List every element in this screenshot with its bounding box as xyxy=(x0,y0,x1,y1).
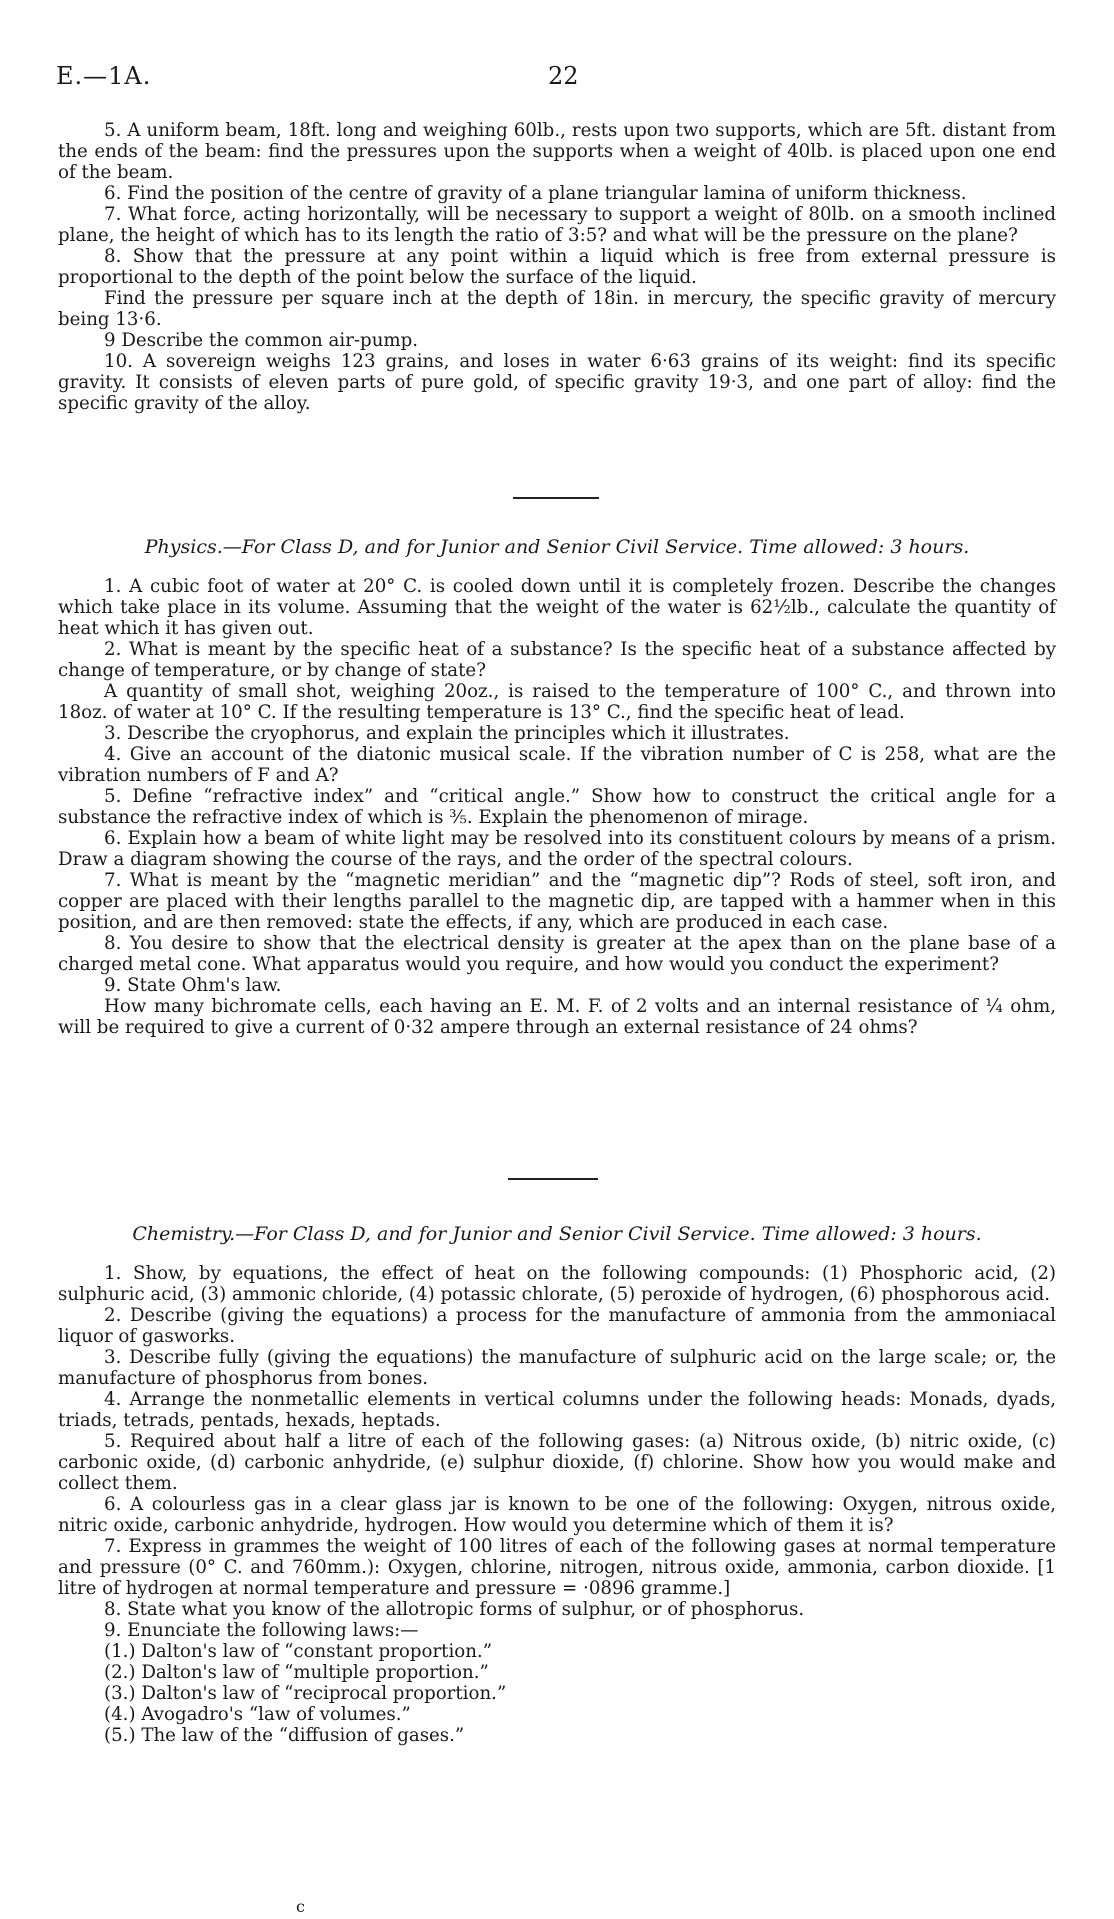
question: 7. What is meant by the “magnetic meridian” and the “magnetic dip”? Rods of steel, soft iron, and copper are placed with their lengths parallel to the magnetic dip, are tapped with a hammer when in this position, and are then removed: state the effects, if any, which are produced in each case. xyxy=(58,870,1056,933)
section-divider xyxy=(508,1178,598,1180)
page-number: 22 xyxy=(548,62,579,90)
question: 8. State what you know of the allotropic forms of sulphur, or of phosphorus. xyxy=(104,1599,805,1620)
question: 6. Find the position of the centre of gravity of a plane triangular lamina of uniform thickness. xyxy=(104,183,967,204)
question: A quantity of small shot, weighing 20oz., is raised to the temperature of 100° C., and thrown into 18oz. of water at 10° C. If the resulting temperature is 13° C., find the specific heat of lead. xyxy=(58,681,1056,723)
question: 3. Describe fully (giving the equations) the manufacture of sulphuric acid on the large scale; or, the manufacture of phosphorus from bones. xyxy=(58,1347,1056,1389)
question: 8. Show that the pressure at any point within a liquid which is free from external pressure is proportional to the depth of the point below the surface of the liquid. xyxy=(58,246,1056,288)
question: 8. You desire to show that the electrical density is greater at the apex than on the plane base of a charged metal cone. What apparatus would you require, and how would you conduct the experiment? xyxy=(58,933,1056,975)
question: 3. Describe the cryophorus, and explain the principles which it illustrates. xyxy=(104,723,790,744)
question: 1. A cubic foot of water at 20° C. is cooled down until it is completely frozen. Describe the changes which take place in its volume. Assuming that the weight of the water is 62½lb., calculate the quantity of heat which it has given out. xyxy=(58,576,1056,639)
question: 1. Show, by equations, the effect of heat on the following compounds: (1) Phosphoric acid, (2) sulphuric acid, (3) ammonic chloride, (4) potassic chlorate, (5) peroxide of hydrogen, (6) phosphorous acid. xyxy=(58,1263,1056,1305)
section-divider xyxy=(513,497,599,499)
question: 5. A uniform beam, 18ft. long and weighing 60lb., rests upon two supports, which are 5ft. distant from the ends of the beam: find the pressures upon the supports when a weight of 40lb. is placed upon one end of the beam. xyxy=(58,120,1056,183)
law-item: (1.) Dalton's law of “constant proportion.” xyxy=(104,1641,493,1662)
question: 9. Enunciate the following laws:— xyxy=(104,1620,419,1641)
question: 4. Give an account of the diatonic musical scale. If the vibration number of C is 258, what are the vibration numbers of F and A? xyxy=(58,744,1056,786)
physics-questions xyxy=(58,576,1056,1038)
question: 9. State Ohm's law. xyxy=(104,975,282,996)
question: 5. Define “refractive index” and “critical angle.” Show how to construct the critical angle for a substance the refractive index of which is ⅗. Explain the phenomenon of mirage. xyxy=(58,786,1056,828)
question: 7. What force, acting horizontally, will be necessary to support a weight of 80lb. on a smooth inclined plane, the height of which has to its length the ratio of 3:5? and what will be the pressure on the plane? xyxy=(58,204,1056,246)
mechanics-questions xyxy=(58,120,1056,414)
question: 2. Describe (giving the equations) a process for the manufacture of ammonia from the ammoniacal liquor of gasworks. xyxy=(58,1305,1056,1347)
chemistry-questions xyxy=(58,1263,1056,1746)
question: 6. A colourless gas in a clear glass jar is known to be one of the following: Oxygen, nitrous oxide, nitric oxide, carbonic anhydride, hydrogen. How would you determine which of them it is? xyxy=(58,1494,1056,1536)
law-item: (2.) Dalton's law of “multiple proportion.” xyxy=(104,1662,489,1683)
law-item: (5.) The law of the “diffusion of gases.” xyxy=(104,1725,465,1746)
question: 2. What is meant by the specific heat of a substance? Is the specific heat of a substance affected by change of temperature, or by change of state? xyxy=(58,639,1056,681)
question: Find the pressure per square inch at the depth of 18in. in mercury, the specific gravity of mercury being 13·6. xyxy=(58,288,1056,330)
law-item: (3.) Dalton's law of “reciprocal proportion.” xyxy=(104,1683,507,1704)
question: 9 Describe the common air-pump. xyxy=(104,330,419,351)
printer-mark: c xyxy=(296,1897,305,1916)
question: 7. Express in grammes the weight of 100 litres of each of the following gases at normal temperature and pressure (0° C. and 760mm.): Oxygen, chlorine, nitrogen, nitrous oxide, ammonia, carbon dioxide. [1 litre of hydrogen at normal temperature and pressure = ·0896 gramme.] xyxy=(58,1536,1056,1599)
question: 4. Arrange the nonmetallic elements in vertical columns under the following heads: Monads, dyads, triads, tetrads, pentads, hexads, heptads. xyxy=(58,1389,1056,1431)
question: How many bichromate cells, each having an E. M. F. of 2 volts and an internal resistance of ¼ ohm, will be required to give a current of 0·32 ampere through an external resistance of 24 ohms? xyxy=(58,996,1056,1038)
physics-section-title: Physics.—For Class D, and for Junior and Senior Civil Service. Time allowed: 3 hours. xyxy=(144,536,970,558)
question: 5. Required about half a litre of each of the following gases: (a) Nitrous oxide, (b) nitric oxide, (c) carbonic oxide, (d) carbonic anhydride, (e) sulphur dioxide, (f) chlorine. Show how you would make and collect them. xyxy=(58,1431,1056,1494)
question: 6. Explain how a beam of white light may be resolved into its constituent colours by means of a prism. Draw a diagram showing the course of the rays, and the order of the spectral colours. xyxy=(58,828,1056,870)
law-item: (4.) Avogadro's “law of volumes.” xyxy=(104,1704,411,1725)
question: 10. A sovereign weighs 123 grains, and loses in water 6·63 grains of its weight: find its specific gravity. It consists of eleven parts of pure gold, of specific gravity 19·3, and one part of alloy: find the specific gravity of the alloy. xyxy=(58,351,1056,414)
chemistry-section-title: Chemistry.—For Class D, and for Junior and Senior Civil Service. Time allowed: 3 hours. xyxy=(132,1223,982,1245)
document-reference: E.—1A. xyxy=(56,62,152,90)
